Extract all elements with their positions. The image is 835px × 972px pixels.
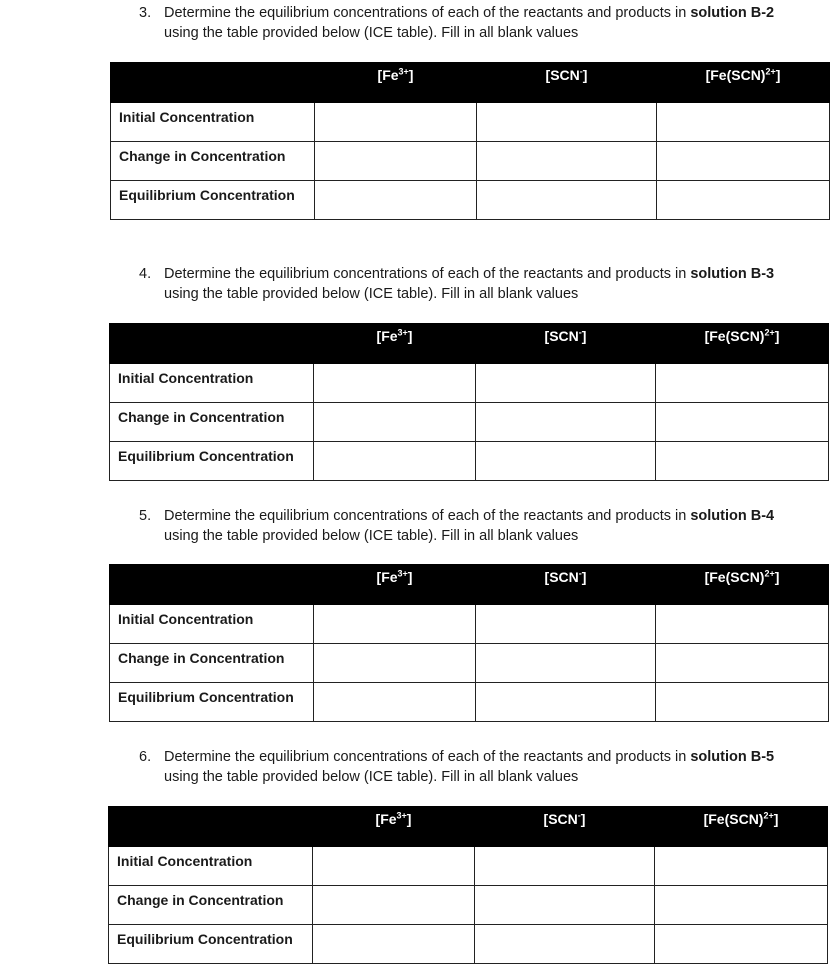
blank-cell[interactable]	[476, 605, 656, 644]
blank-cell[interactable]	[314, 644, 476, 683]
blank-cell[interactable]	[315, 103, 477, 142]
header-fe: $[Fe^{3+}]$	[313, 807, 475, 847]
question-text: Determine the equilibrium concentrations of each of the reactants and products in	[164, 266, 691, 282]
header-scn: [SCN-]	[475, 807, 655, 847]
table-row	[109, 925, 828, 964]
solution-label: solution B-4	[690, 508, 775, 524]
question-text-line2: using the table provided below (ICE table). Fill in all blank values	[164, 286, 579, 302]
question-text: Determine the equilibrium concentrations of each of the reactants and products in	[164, 508, 691, 524]
blank-cell[interactable]	[314, 403, 476, 442]
row-label-initial: Initial Concentration	[109, 847, 313, 886]
header-fe: $[Fe^{3+}]$	[314, 324, 476, 364]
blank-cell[interactable]	[314, 442, 476, 481]
question-5	[139, 506, 774, 546]
question-3	[139, 3, 774, 43]
header-corner	[109, 807, 313, 847]
blank-cell[interactable]	[656, 364, 829, 403]
header-scn: [SCN-]	[477, 63, 657, 103]
table-row	[111, 103, 830, 142]
question-4	[139, 264, 774, 304]
question-text-line2: using the table provided below (ICE table). Fill in all blank values	[164, 25, 579, 41]
table-row	[110, 403, 829, 442]
blank-cell[interactable]	[475, 886, 655, 925]
question-number: 6.	[139, 749, 152, 765]
table-row	[110, 644, 829, 683]
ice-table-b4	[109, 564, 829, 722]
ice-table-b3	[109, 323, 829, 481]
blank-cell[interactable]	[314, 683, 476, 722]
blank-cell[interactable]	[476, 403, 656, 442]
blank-cell[interactable]	[655, 925, 828, 964]
row-label-equilibrium: Equilibrium Concentration	[111, 181, 315, 220]
header-fescn: [Fe(SCN)$^{2+}$]	[657, 63, 830, 103]
row-label-initial: Initial Concentration	[111, 103, 315, 142]
blank-cell[interactable]	[657, 181, 830, 220]
blank-cell[interactable]	[476, 683, 656, 722]
question-text: Determine the equilibrium concentrations of each of the reactants and products in	[164, 749, 691, 765]
header-fescn: [Fe(SCN)$^{2+}$]	[656, 565, 829, 605]
header-fescn: [Fe(SCN)$^{2+}$]	[655, 807, 828, 847]
header-scn: [SCN-]	[476, 565, 656, 605]
question-number: 4.	[139, 266, 152, 282]
solution-label: solution B-2	[690, 5, 775, 21]
row-label-initial: Initial Concentration	[110, 364, 314, 403]
blank-cell[interactable]	[477, 142, 657, 181]
blank-cell[interactable]	[313, 925, 475, 964]
blank-cell[interactable]	[476, 442, 656, 481]
question-number: 5.	[139, 508, 152, 524]
header-fescn: [Fe(SCN)$^{2+}$]	[656, 324, 829, 364]
question-text-line2: using the table provided below (ICE table). Fill in all blank values	[164, 769, 579, 785]
question-number: 3.	[139, 5, 152, 21]
blank-cell[interactable]	[477, 181, 657, 220]
header-fe: $[Fe^{3+}]$	[314, 565, 476, 605]
blank-cell[interactable]	[657, 103, 830, 142]
blank-cell[interactable]	[476, 364, 656, 403]
table-row	[110, 364, 829, 403]
table-row	[109, 847, 828, 886]
blank-cell[interactable]	[656, 683, 829, 722]
table-row	[110, 683, 829, 722]
table-row	[110, 605, 829, 644]
solution-label: solution B-5	[690, 749, 775, 765]
blank-cell[interactable]	[655, 886, 828, 925]
header-fe: $[Fe^{3+}]$	[315, 63, 477, 103]
row-label-change: Change in Concentration	[111, 142, 315, 181]
blank-cell[interactable]	[475, 847, 655, 886]
blank-cell[interactable]	[475, 925, 655, 964]
table-row	[111, 142, 830, 181]
table-row	[111, 181, 830, 220]
row-label-change: Change in Concentration	[110, 403, 314, 442]
blank-cell[interactable]	[315, 181, 477, 220]
header-corner	[110, 324, 314, 364]
blank-cell[interactable]	[656, 644, 829, 683]
question-text: Determine the equilibrium concentrations of each of the reactants and products in	[164, 5, 691, 21]
question-text-line2: using the table provided below (ICE table). Fill in all blank values	[164, 528, 579, 544]
blank-cell[interactable]	[476, 644, 656, 683]
blank-cell[interactable]	[315, 142, 477, 181]
blank-cell[interactable]	[313, 847, 475, 886]
blank-cell[interactable]	[657, 142, 830, 181]
header-scn: [SCN-]	[476, 324, 656, 364]
blank-cell[interactable]	[656, 442, 829, 481]
ice-table-b2	[110, 62, 830, 220]
row-label-change: Change in Concentration	[110, 644, 314, 683]
solution-label: solution B-3	[690, 266, 775, 282]
header-corner	[111, 63, 315, 103]
ice-table-b5	[108, 806, 828, 964]
blank-cell[interactable]	[656, 403, 829, 442]
blank-cell[interactable]	[313, 886, 475, 925]
blank-cell[interactable]	[477, 103, 657, 142]
blank-cell[interactable]	[314, 364, 476, 403]
row-label-equilibrium: Equilibrium Concentration	[110, 442, 314, 481]
table-row	[109, 886, 828, 925]
blank-cell[interactable]	[656, 605, 829, 644]
row-label-equilibrium: Equilibrium Concentration	[110, 683, 314, 722]
blank-cell[interactable]	[314, 605, 476, 644]
row-label-equilibrium: Equilibrium Concentration	[109, 925, 313, 964]
blank-cell[interactable]	[655, 847, 828, 886]
table-row	[110, 442, 829, 481]
question-6	[139, 747, 774, 787]
row-label-change: Change in Concentration	[109, 886, 313, 925]
row-label-initial: Initial Concentration	[110, 605, 314, 644]
header-corner	[110, 565, 314, 605]
